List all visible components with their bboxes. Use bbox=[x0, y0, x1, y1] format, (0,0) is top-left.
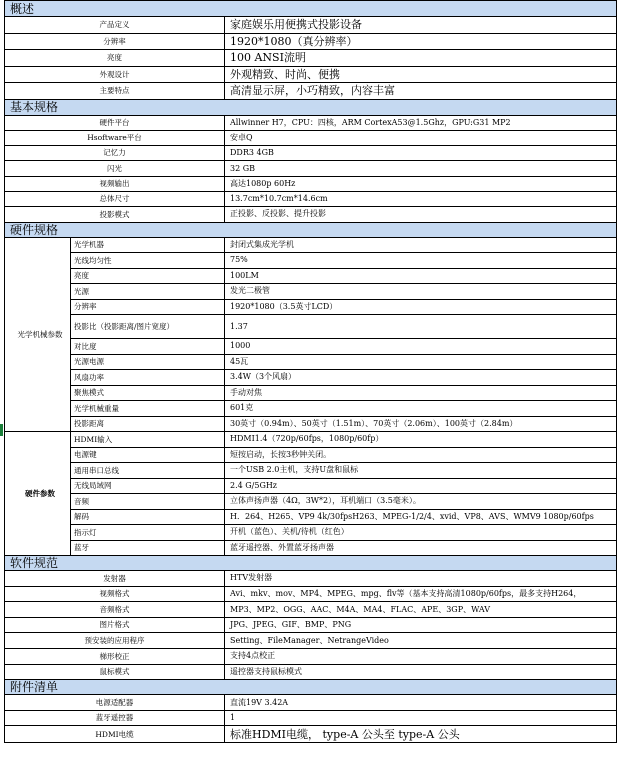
spec-label: 光源电源 bbox=[71, 354, 225, 370]
spec-value: 手动对焦 bbox=[225, 385, 617, 401]
spec-label: 闪光 bbox=[5, 161, 225, 176]
section-header-row bbox=[5, 222, 617, 237]
spec-value: 75% bbox=[225, 253, 617, 269]
section-title: 软件规范 bbox=[5, 556, 617, 571]
row-selection-marker bbox=[0, 424, 3, 436]
spec-value: 正投影、反投影、提升投影 bbox=[225, 207, 617, 222]
section-header-row bbox=[5, 556, 617, 571]
spec-label: 发射器 bbox=[5, 571, 225, 587]
spec-label: 投影模式 bbox=[5, 207, 225, 222]
group-label: 光学机械参数 bbox=[5, 237, 71, 432]
table-row bbox=[5, 633, 617, 649]
spec-value: 2.4 G/5GHz bbox=[225, 478, 617, 494]
section-header-row bbox=[5, 1, 617, 17]
spec-value: Setting、FileManager、NetrangeVideo bbox=[225, 633, 617, 649]
spec-label: 指示灯 bbox=[71, 525, 225, 541]
table-row bbox=[5, 710, 617, 726]
spec-value: H．264、H265、VP9 4k/30fpsH263、MPEG-1/2/4、xvid、VP8、AVS、WMV9 1080p/60fps bbox=[225, 509, 617, 525]
spec-label: 图片格式 bbox=[5, 617, 225, 633]
spec-label: 电源键 bbox=[71, 447, 225, 463]
spec-value: 1920*1080（真分辨率） bbox=[225, 33, 617, 50]
spec-label: 光学机器 bbox=[71, 237, 225, 253]
table-row bbox=[5, 463, 617, 479]
spec-label: 通用串口总线 bbox=[71, 463, 225, 479]
table-row bbox=[5, 649, 617, 665]
section-title: 概述 bbox=[5, 1, 617, 17]
spec-value: HDMI1.4（720p/60fps，1080p/60fp） bbox=[225, 432, 617, 448]
spec-value: 1000 bbox=[225, 339, 617, 355]
spec-value: 100 ANSI流明 bbox=[225, 50, 617, 67]
spec-label: 梯形校正 bbox=[5, 649, 225, 665]
spec-label: 蓝牙遥控器 bbox=[5, 710, 225, 726]
table-row bbox=[5, 370, 617, 386]
spec-label: 分辨率 bbox=[71, 299, 225, 315]
spec-value: 发光二极管 bbox=[225, 284, 617, 300]
spec-label: 无线局域网 bbox=[71, 478, 225, 494]
spec-value: 1 bbox=[225, 710, 617, 726]
section-header-row bbox=[5, 680, 617, 695]
spec-value: 蓝牙遥控器、外置蓝牙扬声器 bbox=[225, 540, 617, 556]
spec-value: HTV发射器 bbox=[225, 571, 617, 587]
spec-label: 光学机械重量 bbox=[71, 401, 225, 417]
table-row bbox=[5, 664, 617, 680]
spec-value: 直流19V 3.42A bbox=[225, 695, 617, 711]
table-row bbox=[5, 33, 617, 50]
spec-value: 安卓Q bbox=[225, 130, 617, 145]
table-row bbox=[5, 401, 617, 417]
table-row bbox=[5, 315, 617, 339]
spec-label: 分辨率 bbox=[5, 33, 225, 50]
table-row bbox=[5, 478, 617, 494]
table-row bbox=[5, 509, 617, 525]
section-title: 基本规格 bbox=[5, 99, 617, 115]
spec-label: 鼠标模式 bbox=[5, 664, 225, 680]
spec-label: 投影比（投影距离/图片宽度） bbox=[71, 315, 225, 339]
spec-value: 高清显示屏，小巧精致，内容丰富 bbox=[225, 83, 617, 100]
spec-label: 视频格式 bbox=[5, 586, 225, 602]
spec-value: 家庭娱乐用便携式投影设备 bbox=[225, 17, 617, 34]
spec-value: DDR3 4GB bbox=[225, 146, 617, 161]
spec-label: 聚焦模式 bbox=[71, 385, 225, 401]
spec-value: 遥控器支持鼠标模式 bbox=[225, 664, 617, 680]
spec-label: HDMI输入 bbox=[71, 432, 225, 448]
table-row bbox=[5, 339, 617, 355]
spec-label: 解码 bbox=[71, 509, 225, 525]
spec-value: 高达1080p 60Hz bbox=[225, 176, 617, 191]
spec-sheet-table bbox=[4, 0, 617, 743]
table-row bbox=[5, 268, 617, 284]
table-row bbox=[5, 237, 617, 253]
spec-sheet-body bbox=[5, 1, 617, 743]
table-row bbox=[5, 525, 617, 541]
table-row bbox=[5, 602, 617, 618]
spec-value: 1.37 bbox=[225, 315, 617, 339]
spec-label: 总体尺寸 bbox=[5, 191, 225, 206]
table-row bbox=[5, 115, 617, 130]
spec-label: 记忆力 bbox=[5, 146, 225, 161]
spec-value: 100LM bbox=[225, 268, 617, 284]
table-row bbox=[5, 191, 617, 206]
spec-value: 封闭式集成光学机 bbox=[225, 237, 617, 253]
table-row bbox=[5, 447, 617, 463]
spec-label: 产品定义 bbox=[5, 17, 225, 34]
spec-value: 45瓦 bbox=[225, 354, 617, 370]
spec-label: 视频输出 bbox=[5, 176, 225, 191]
spec-value: Allwinner H7，CPU：四核，ARM CortexA53@1.5Ghz，GPU:G31 MP2 bbox=[225, 115, 617, 130]
spec-value: 立体声扬声器（4Ω，3W*2），耳机端口（3.5毫米）。 bbox=[225, 494, 617, 510]
table-row bbox=[5, 146, 617, 161]
spec-label: 电源适配器 bbox=[5, 695, 225, 711]
table-row bbox=[5, 354, 617, 370]
spec-label: 风扇功率 bbox=[71, 370, 225, 386]
table-row bbox=[5, 299, 617, 315]
table-row bbox=[5, 17, 617, 34]
table-row bbox=[5, 161, 617, 176]
table-row bbox=[5, 130, 617, 145]
spec-label: 对比度 bbox=[71, 339, 225, 355]
table-row bbox=[5, 253, 617, 269]
spec-label: 蓝牙 bbox=[71, 540, 225, 556]
table-row bbox=[5, 284, 617, 300]
spec-value: 支持4点校正 bbox=[225, 649, 617, 665]
table-row bbox=[5, 571, 617, 587]
table-row bbox=[5, 617, 617, 633]
table-row bbox=[5, 50, 617, 67]
spec-label: 亮度 bbox=[5, 50, 225, 67]
spec-value: 一个USB 2.0主机，支持U盘和鼠标 bbox=[225, 463, 617, 479]
spec-label: 投影距离 bbox=[71, 416, 225, 432]
spec-value: JPG、JPEG、GIF、BMP、PNG bbox=[225, 617, 617, 633]
spec-value: 32 GB bbox=[225, 161, 617, 176]
table-row bbox=[5, 176, 617, 191]
spec-label: 音频格式 bbox=[5, 602, 225, 618]
table-row bbox=[5, 494, 617, 510]
spec-label: 预安装的应用程序 bbox=[5, 633, 225, 649]
spec-label: 主要特点 bbox=[5, 83, 225, 100]
spec-value: MP3、MP2、OGG、AAC、M4A、MA4、FLAC、APE、3GP、WAV bbox=[225, 602, 617, 618]
spec-value: 601克 bbox=[225, 401, 617, 417]
table-row bbox=[5, 432, 617, 448]
spec-value: 1920*1080（3.5英寸LCD） bbox=[225, 299, 617, 315]
spec-value: 开机（蓝色）、关机/待机（红色） bbox=[225, 525, 617, 541]
spec-label: 音频 bbox=[71, 494, 225, 510]
table-row bbox=[5, 83, 617, 100]
spec-value: 3.4W（3个风扇） bbox=[225, 370, 617, 386]
spec-value: 标准HDMI电缆， type-A 公头至 type-A 公头 bbox=[225, 726, 617, 743]
table-row bbox=[5, 726, 617, 743]
section-header-row bbox=[5, 99, 617, 115]
spec-label: Hsoftware平台 bbox=[5, 130, 225, 145]
spec-label: HDMI电缆 bbox=[5, 726, 225, 743]
spec-label: 亮度 bbox=[71, 268, 225, 284]
section-title: 硬件规格 bbox=[5, 222, 617, 237]
section-title: 附件清单 bbox=[5, 680, 617, 695]
spec-label: 硬件平台 bbox=[5, 115, 225, 130]
table-row bbox=[5, 416, 617, 432]
spec-value: 13.7cm*10.7cm*14.6cm bbox=[225, 191, 617, 206]
table-row bbox=[5, 66, 617, 83]
table-row bbox=[5, 385, 617, 401]
table-row bbox=[5, 586, 617, 602]
table-row bbox=[5, 540, 617, 556]
spec-value: 短按启动，长按3秒钟关闭。 bbox=[225, 447, 617, 463]
table-row bbox=[5, 695, 617, 711]
spec-value: 外观精致、时尚、便携 bbox=[225, 66, 617, 83]
spec-label: 外观设计 bbox=[5, 66, 225, 83]
spec-label: 光线均匀性 bbox=[71, 253, 225, 269]
spec-label: 光源 bbox=[71, 284, 225, 300]
group-label: 硬件参数 bbox=[5, 432, 71, 556]
table-row bbox=[5, 207, 617, 222]
spec-value: Avi、mkv、mov、MP4、MPEG、mpg、flv等（基本支持高清1080p/60fps，最多支持H264， bbox=[225, 586, 617, 602]
spec-value: 30英寸（0.94m）、50英寸（1.51m）、70英寸（2.06m）、100英寸（2.84m） bbox=[225, 416, 617, 432]
